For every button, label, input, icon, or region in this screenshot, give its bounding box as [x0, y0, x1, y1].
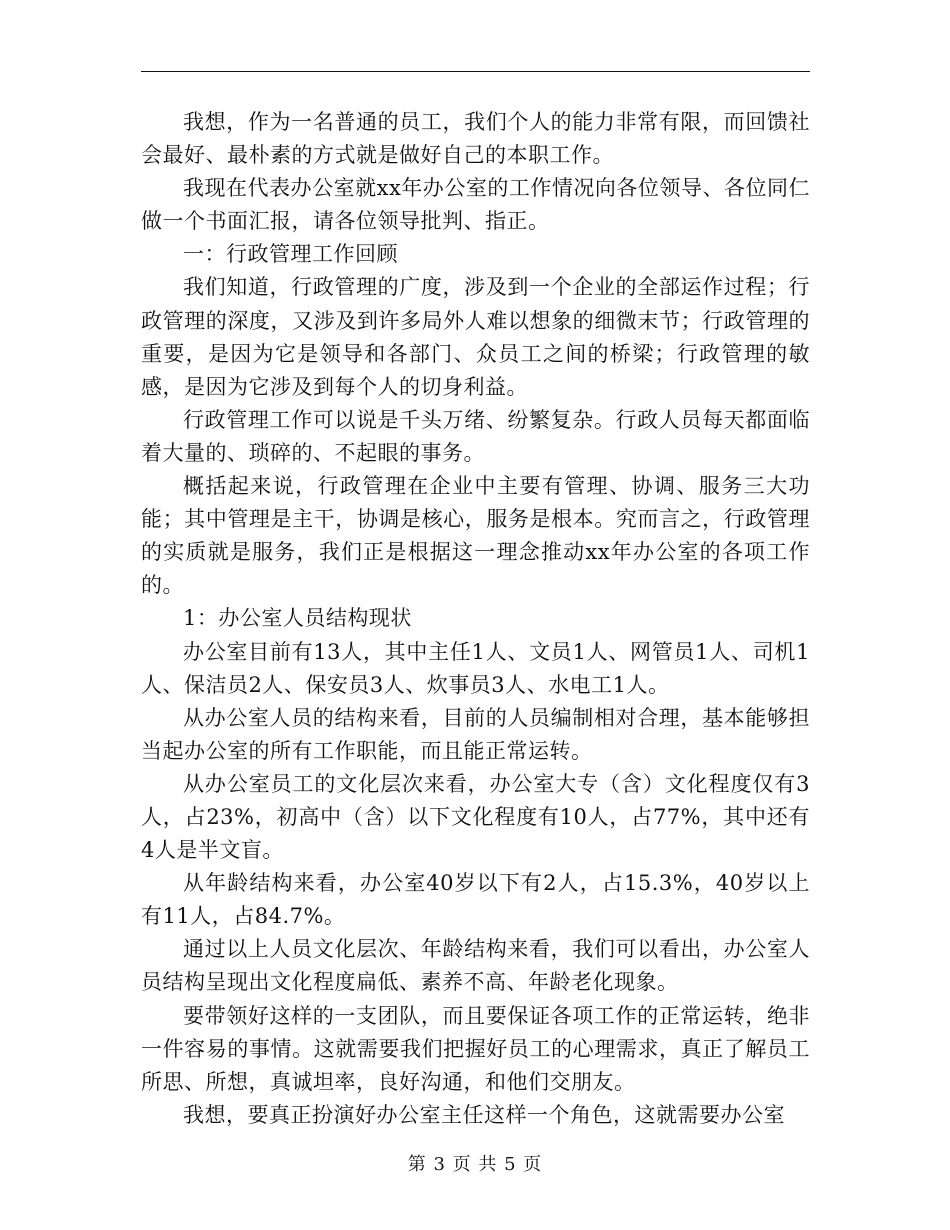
paragraph: 我现在代表办公室就xx年办公室的工作情况向各位领导、各位同仁做一个书面汇报，请各位领导批判、指正。 [141, 176, 810, 234]
paragraph: 通过以上人员文化层次、年龄结构来看，我们可以看出，办公室人员结构呈现出文化程度扁低、素养不高、年龄老化现象。 [141, 937, 810, 995]
paragraph: 办公室目前有13人，其中主任1人、文员1人、网管员1人、司机1人、保洁员2人、保安员3人、炊事员3人、水电工1人。 [141, 639, 810, 697]
header-rule [141, 71, 810, 72]
paragraph: 概括起来说，行政管理在企业中主要有管理、协调、服务三大功能；其中管理是主干，协调是核心，服务是根本。究而言之，行政管理的实质就是服务，我们正是根据这一理念推动xx年办公室的各项工作的。 [141, 474, 810, 598]
paragraph: 从办公室人员的结构来看，目前的人员编制相对合理，基本能够担当起办公室的所有工作职能，而且能正常运转。 [141, 705, 810, 763]
page-footer: 第 3 页 共 5 页 [407, 1154, 543, 1175]
paragraph: 我想，要真正扮演好办公室主任这样一个角色，这就需要办公室 [183, 1102, 785, 1127]
document-body [141, 106, 810, 1132]
paragraph: 我们知道，行政管理的广度，涉及到一个企业的全部运作过程；行政管理的深度，又涉及到许多局外人难以想象的细微末节；行政管理的重要，是因为它是领导和各部门、众员工之间的桥梁；行政管理的敏感，是因为它涉及到每个人的切身利益。 [141, 275, 810, 399]
paragraph: 从办公室员工的文化层次来看，办公室大专（含）文化程度仅有3人，占23%，初高中（含）以下文化程度有10人，占77%，其中还有4人是半文盲。 [141, 771, 810, 863]
paragraph: 我想，作为一名普通的员工，我们个人的能力非常有限，而回馈社会最好、最朴素的方式就是做好自己的本职工作。 [141, 110, 810, 168]
subsection-heading: 1：办公室人员结构现状 [183, 606, 412, 631]
paragraph: 行政管理工作可以说是千头万绪、纷繁复杂。行政人员每天都面临着大量的、琐碎的、不起眼的事务。 [141, 407, 810, 465]
paragraph: 从年龄结构来看，办公室40岁以下有2人，占15.3%，40岁以上有11人，占84.7%。 [141, 871, 810, 929]
section-heading: 一：行政管理工作回顾 [183, 242, 398, 267]
paragraph: 要带领好这样的一支团队，而且要保证各项工作的正常运转，绝非一件容易的事情。这就需要我们把握好员工的心理需求，真正了解员工所思、所想，真诚坦率，良好沟通，和他们交朋友。 [141, 1003, 810, 1094]
